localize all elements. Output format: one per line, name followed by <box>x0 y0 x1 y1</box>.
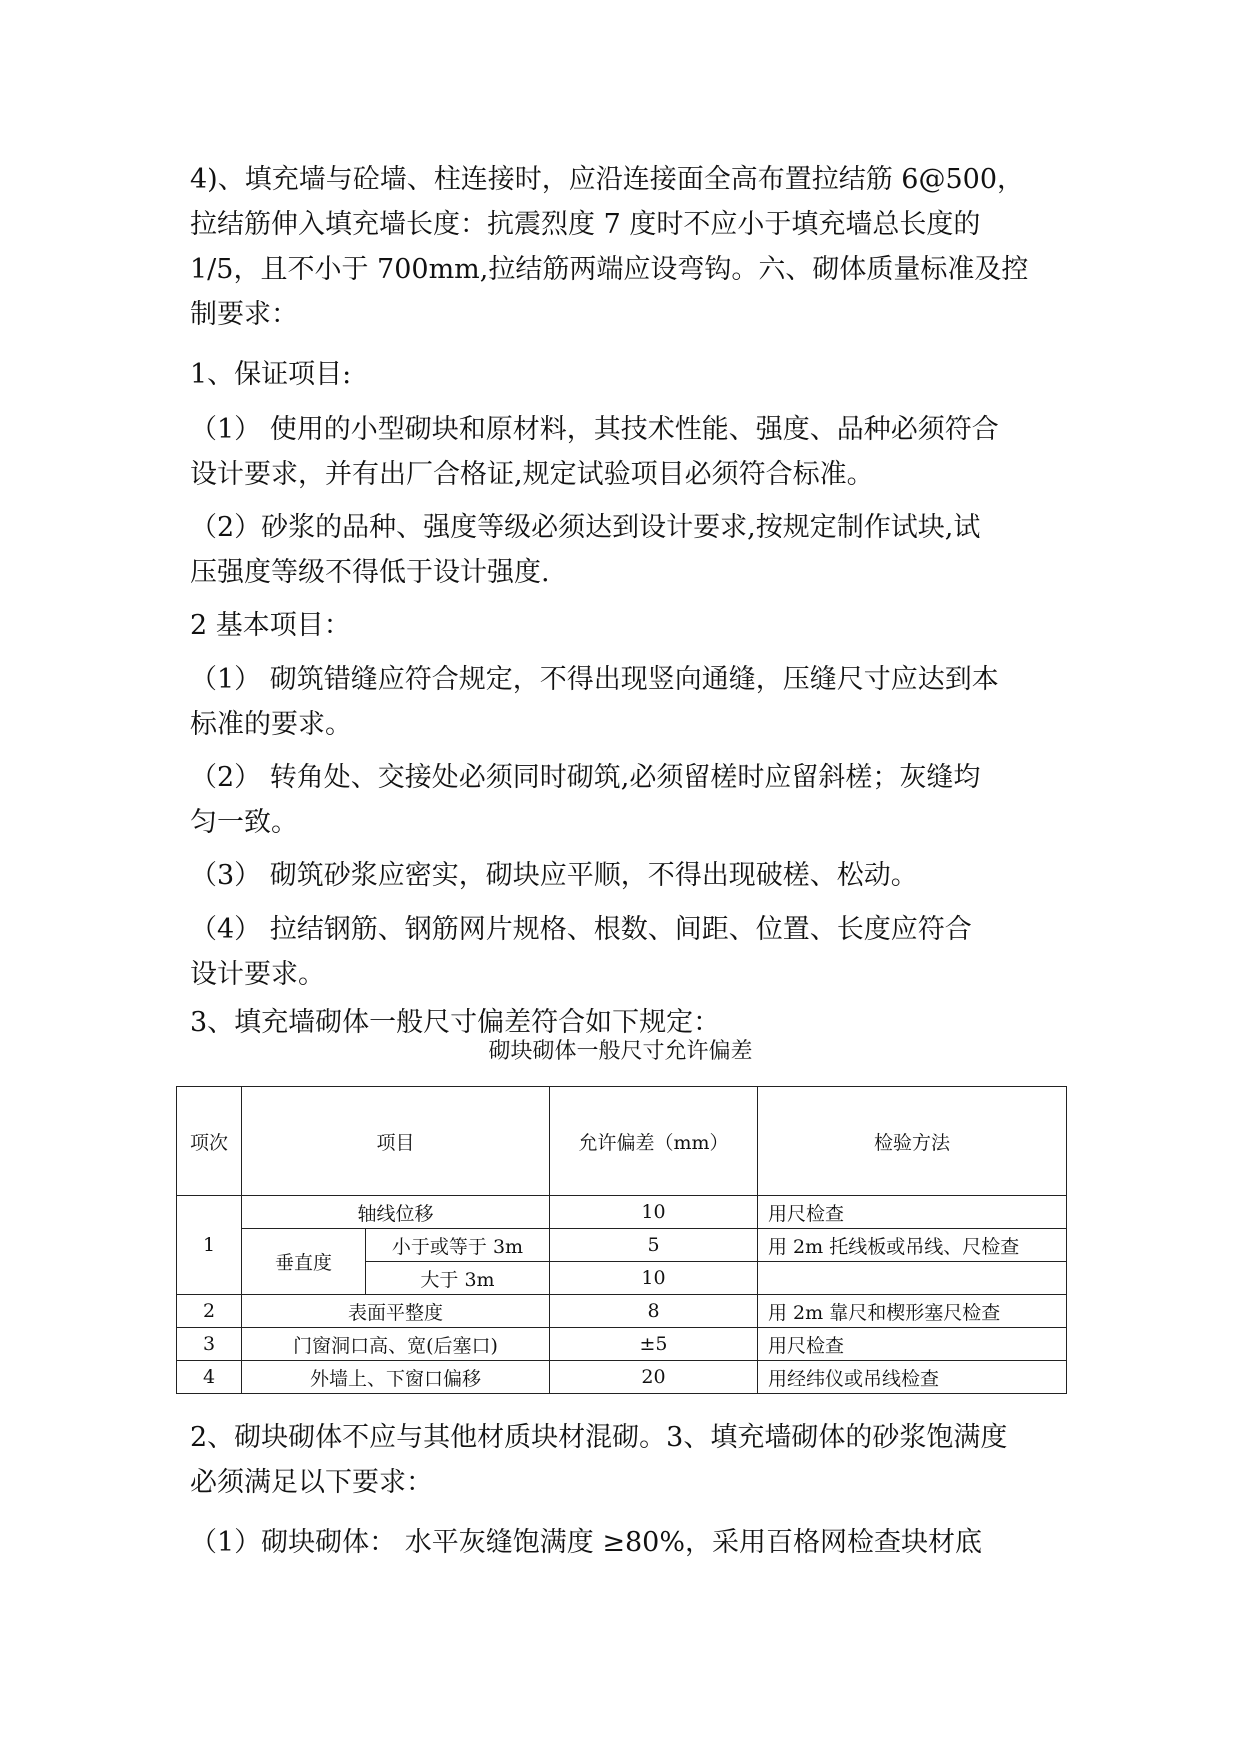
paragraph-line: 匀一致。 <box>190 807 298 838</box>
deviation-cell: 20 <box>550 1361 758 1394</box>
item-cell: 表面平整度 <box>242 1295 550 1328</box>
deviation-cell: ±5 <box>550 1328 758 1361</box>
deviation-cell: 10 <box>550 1196 758 1229</box>
paragraph-line: 1/5，且不小于 700mm,拉结筋两端应设弯钩。六、砌体质量标准及控 <box>190 254 1029 285</box>
method-cell <box>758 1262 1067 1295</box>
paragraph-line: （1） 使用的小型砌块和原材料，其技术性能、强度、品种必须符合 <box>190 414 999 445</box>
table-row <box>177 1361 1067 1394</box>
sub-item-cell: 小于或等于 3m <box>366 1229 550 1262</box>
method-cell: 用经纬仪或吊线检查 <box>758 1361 1067 1394</box>
item-cell: 门窗洞口高、宽(后塞口) <box>242 1328 550 1361</box>
header-cell: 检验方法 <box>758 1087 1067 1196</box>
paragraph-line: 压强度等级不得低于设计强度. <box>190 557 550 588</box>
table-row <box>177 1196 1067 1229</box>
paragraph-line: 4)、填充墙与砼墙、柱连接时，应沿连接面全高布置拉结筋 6@500， <box>190 164 1025 195</box>
paragraph-line: （1） 砌筑错缝应符合规定，不得出现竖向通缝，压缝尺寸应达到本 <box>190 664 999 695</box>
table-row <box>177 1295 1067 1328</box>
method-cell: 用尺检查 <box>758 1328 1067 1361</box>
paragraph-line: 制要求： <box>190 299 298 330</box>
group-cell: 垂直度 <box>242 1229 366 1295</box>
paragraph-line: （3） 砌筑砂浆应密实，砌块应平顺，不得出现破槎、松动。 <box>190 860 918 891</box>
paragraph-line: 2、砌块砌体不应与其他材质块材混砌。3、填充墙砌体的砂浆饱满度 <box>190 1422 1008 1453</box>
deviation-table <box>176 1086 1067 1394</box>
item-cell: 轴线位移 <box>242 1196 550 1229</box>
table-header-row <box>177 1087 1067 1196</box>
header-cell: 项次 <box>177 1087 242 1196</box>
method-cell: 用 2m 托线板或吊线、尺检查 <box>758 1229 1067 1262</box>
paragraph-line: 标准的要求。 <box>190 709 352 740</box>
paragraph-line: 设计要求，并有出厂合格证,规定试验项目必须符合标准。 <box>190 459 874 490</box>
paragraph-line: 设计要求。 <box>190 959 325 990</box>
table-row <box>177 1229 1067 1262</box>
method-cell: 用 2m 靠尺和楔形塞尺检查 <box>758 1295 1067 1328</box>
row-number: 1 <box>177 1196 242 1295</box>
header-cell: 允许偏差（mm） <box>550 1087 758 1196</box>
paragraph-line: （2） 转角处、交接处必须同时砌筑,必须留槎时应留斜槎；灰缝均 <box>190 762 981 793</box>
section-heading: 3、填充墙砌体一般尺寸偏差符合如下规定： <box>190 1007 721 1038</box>
header-cell: 项目 <box>242 1087 550 1196</box>
item-cell: 外墙上、下窗口偏移 <box>242 1361 550 1394</box>
paragraph-line: 拉结筋伸入填充墙长度：抗震烈度 7 度时不应小于填充墙总长度的 <box>190 209 981 240</box>
table-row <box>177 1328 1067 1361</box>
deviation-cell: 10 <box>550 1262 758 1295</box>
row-number: 2 <box>177 1295 242 1328</box>
table-caption: 砌块砌体一般尺寸允许偏差 <box>488 1039 753 1064</box>
paragraph-line: （4） 拉结钢筋、钢筋网片规格、根数、间距、位置、长度应符合 <box>190 914 972 945</box>
method-cell: 用尺检查 <box>758 1196 1067 1229</box>
deviation-cell: 8 <box>550 1295 758 1328</box>
row-number: 3 <box>177 1328 242 1361</box>
paragraph-line: 必须满足以下要求： <box>190 1467 433 1498</box>
paragraph-line: （2）砂浆的品种、强度等级必须达到设计要求,按规定制作试块,试 <box>190 512 981 543</box>
row-number: 4 <box>177 1361 242 1394</box>
deviation-cell: 5 <box>550 1229 758 1262</box>
paragraph-line: （1）砌块砌体： 水平灰缝饱满度 ≥80%，采用百格网检查块材底 <box>190 1527 982 1558</box>
section-heading: 1、保证项目: <box>190 359 352 390</box>
sub-item-cell: 大于 3m <box>366 1262 550 1295</box>
section-heading: 2 基本项目： <box>190 610 351 641</box>
